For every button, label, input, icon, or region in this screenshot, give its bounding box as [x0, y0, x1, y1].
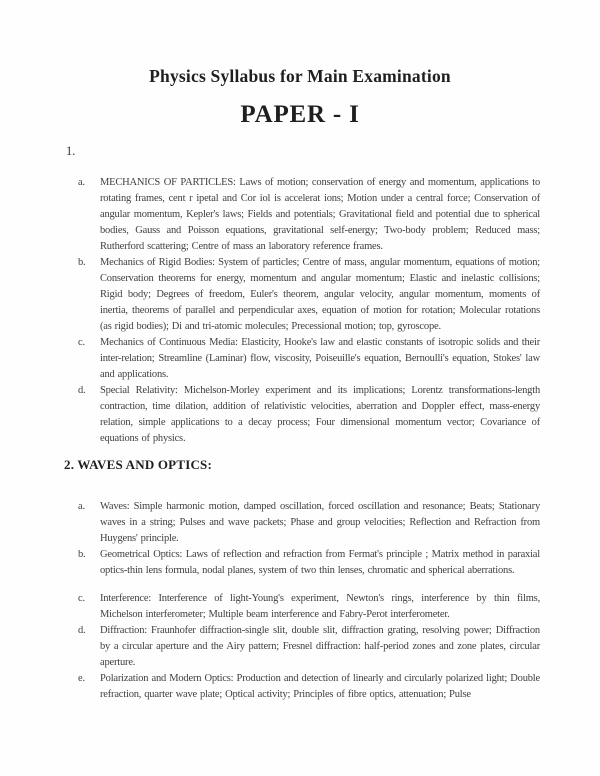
item-text-2d: Diffraction: Fraunhofer diffraction-single slit, double slit, diffraction grating, resolving power; Diffraction by a circular aperture and the Airy pattern; Fresnel diffraction: half-period zones and zone plates, circular aperture. — [100, 625, 540, 668]
item-text-1c: Mechanics of Continuous Media: Elasticity, Hooke's law and elastic constants of isotropic solids and their inter-relation; Streamline (Laminar) flow, viscosity, Poiseuille's equation, Bernoulli's equation, Stokes' law and applications. — [100, 337, 540, 380]
item-marker-2c: c. — [78, 593, 85, 604]
syllabus-item-2b — [78, 547, 540, 579]
item-text-2c: Interference: Interference of light-Young's experiment, Newton's rings, interference by thin films, Michelson interferometer; Multiple beam interference and Fabry-Perot interferometer. — [100, 593, 540, 620]
section-2-item-list — [0, 499, 600, 703]
syllabus-item-1a — [78, 175, 540, 255]
item-text-2b: Geometrical Optics: Laws of reflection and refraction from Fermat's principle ; Matrix method in paraxial optics-thin lens formula, nodal planes, system of two thin lenses, chromatic and spherical aberrations. — [100, 549, 540, 576]
syllabus-item-1c — [78, 335, 540, 383]
item-marker-1b: b. — [78, 257, 86, 268]
item-marker-2a: a. — [78, 501, 85, 512]
item-text-1a: MECHANICS OF PARTICLES: Laws of motion; conservation of energy and momentum, applications to rotating frames, cent r ipetal and Cor iol is accelerat ions; Motion under a central force; Conservation of angular momentum, Kepler's laws; Fields and potentials; Gravitational field and potential due to spherical bodies, Gauss and Poisson equations, gravitational self-energy; Two-body problem; Reduced mass; Rutherford scattering; Centre of mass an laboratory reference frames. — [100, 177, 540, 252]
item-text-1d: Special Relativity: Michelson-Morley experiment and its implications; Lorentz transformations-length contraction, time dilation, addition of relativistic velocities, aberration and Doppler effect, mass-energy relation, simple applications to a decay process; Four dimensional momentum vector; Covariance of equations of physics. — [100, 385, 540, 444]
document-title: Physics Syllabus for Main Examination — [149, 66, 451, 86]
syllabus-item-2a — [78, 499, 540, 547]
syllabus-item-1b — [78, 255, 540, 335]
syllabus-item-2c — [78, 591, 540, 623]
item-text-2e: Polarization and Modern Optics: Production and detection of linearly and circularly polarized light; Double refraction, quarter wave plate; Optical activity; Principles of fibre optics, attenuation; Pulse — [100, 673, 540, 700]
item-marker-2e: e. — [78, 673, 85, 684]
paper-title: PAPER - I — [240, 101, 360, 128]
syllabus-item-2d — [78, 623, 540, 671]
item-text-2a: Waves: Simple harmonic motion, damped oscillation, forced oscillation and resonance; Beats; Stationary waves in a string; Pulses and wave packets; Phase and group velocities; Reflection and Refraction from Huygens' principle. — [100, 501, 540, 544]
item-marker-1c: c. — [78, 337, 85, 348]
syllabus-item-1d — [78, 383, 540, 447]
item-marker-1a: a. — [78, 177, 85, 188]
item-marker-2d: d. — [78, 625, 86, 636]
syllabus-item-2e — [78, 671, 540, 703]
section-1-item-list — [0, 175, 600, 447]
section-1-number: 1. — [66, 144, 76, 158]
item-marker-2b: b. — [78, 549, 86, 560]
item-marker-1d: d. — [78, 385, 86, 396]
section-2-heading: 2. WAVES AND OPTICS: — [64, 457, 213, 472]
item-text-1b: Mechanics of Rigid Bodies: System of particles; Centre of mass, angular momentum, equations of motion; Conservation theorems for energy, momentum and angular momentum; Elastic and inelastic collisions; Rigid body; Degrees of freedom, Euler's theorem, angular velocity, angular momentum, moments of inertia, theorems of parallel and perpendicular axes, equation of motion for rotation; Molecular rotations (as rigid bodies); Di and tri-atomic molecules; Precessional motion; top, gyroscope. — [100, 257, 540, 332]
